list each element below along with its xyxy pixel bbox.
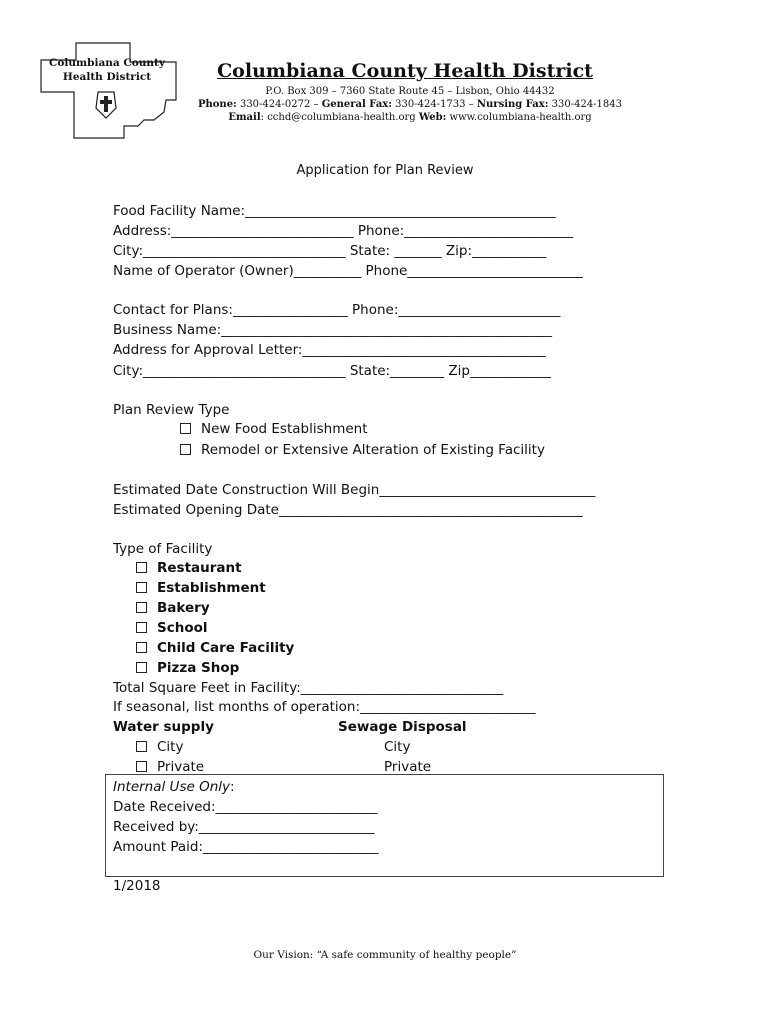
seasonal-months-field: If seasonal, list months of operation:__________________________ <box>113 699 536 715</box>
sewage-option: City <box>384 739 411 755</box>
facility-type-label: Child Care Facility <box>157 640 295 656</box>
checkbox[interactable] <box>136 602 147 613</box>
checkbox[interactable] <box>136 622 147 633</box>
water-supply-heading: Water supply <box>113 719 214 735</box>
checkbox[interactable] <box>136 582 147 593</box>
checkbox[interactable] <box>136 642 147 653</box>
received-by-field: Received by:__________________________ <box>113 819 375 835</box>
org-address: P.O. Box 309 – 7360 State Route 45 – Lisbon, Ohio 44432 <box>265 86 555 97</box>
fax-label: General Fax: <box>321 99 392 110</box>
sewage-disposal-heading: Sewage Disposal <box>338 719 467 735</box>
approval-city-field: City:______________________________ State:________ Zip____________ <box>113 363 551 379</box>
internal-use-heading-text: Internal Use Only <box>113 779 230 795</box>
checkbox[interactable] <box>180 444 191 455</box>
web-label: Web: <box>418 112 447 123</box>
facility-type-label: Establishment <box>157 580 266 596</box>
plan-review-heading: Plan Review Type <box>113 402 230 418</box>
nursing-fax-label: Nursing Fax: <box>476 99 549 110</box>
facility-type-option <box>136 578 266 598</box>
checkbox[interactable] <box>136 761 147 772</box>
water-option <box>136 737 183 757</box>
internal-use-heading <box>113 777 235 797</box>
fax-value: 330-424-1733 <box>395 99 466 110</box>
internal-use-heading-colon: : <box>230 779 235 795</box>
org-contact-line: Email: cchd@columbiana-health.org Web: www.columbiana-health.org <box>228 112 592 123</box>
facility-type-label: Restaurant <box>157 560 242 576</box>
facility-type-option <box>136 618 208 638</box>
facility-type-heading: Type of Facility <box>113 541 213 557</box>
water-option-label: City <box>157 739 184 755</box>
facility-type-label: Pizza Shop <box>157 660 240 676</box>
sewage-option: Private <box>384 759 432 775</box>
plan-review-option <box>180 419 368 439</box>
food-facility-name-field: Food Facility Name:______________________________________________ <box>113 203 556 219</box>
org-phone-line: Phone: 330-424-0272 – General Fax: 330-424-1733 – Nursing Fax: 330-424-1843 <box>197 99 623 110</box>
facility-type-option <box>136 558 242 578</box>
logo-text-line2: Health District <box>62 71 152 83</box>
water-option-label: Private <box>157 759 205 775</box>
date-received-field: Date Received:________________________ <box>113 799 378 815</box>
approval-address-field: Address for Approval Letter:____________________________________ <box>113 342 546 358</box>
checkbox[interactable] <box>136 662 147 673</box>
facility-type-option <box>136 598 210 618</box>
logo-text-line1: Columbiana County <box>49 57 165 69</box>
city-state-zip-field: City:______________________________ State: _______ Zip:___________ <box>113 243 547 259</box>
revision-date: 1/2018 <box>113 878 161 894</box>
vision-footer: Our Vision: “A safe community of healthy people” <box>253 949 517 961</box>
opening-date-field: Estimated Opening Date_____________________________________________ <box>113 502 583 518</box>
plan-review-option <box>180 440 545 460</box>
facility-type-option <box>136 658 239 678</box>
contact-for-plans-field: Contact for Plans:_________________ Phone:________________________ <box>113 302 561 318</box>
plan-review-option-label: Remodel or Extensive Alteration of Existing Facility <box>201 442 545 458</box>
checkbox[interactable] <box>136 741 147 752</box>
nursing-fax-value: 330-424-1843 <box>551 99 623 110</box>
web-value: www.columbiana-health.org <box>449 112 592 123</box>
form-title: Application for Plan Review <box>296 163 474 178</box>
phone-value: 330-424-0272 <box>239 99 311 110</box>
email-value: cchd@columbiana-health.org <box>267 112 416 123</box>
operator-field: Name of Operator (Owner)__________ Phone__________________________ <box>113 263 583 279</box>
health-district-logo <box>38 40 178 140</box>
plan-review-option-label: New Food Establishment <box>201 421 368 437</box>
checkbox[interactable] <box>136 562 147 573</box>
facility-type-label: School <box>157 620 208 636</box>
address-field: Address:___________________________ Phone:_________________________ <box>113 223 573 239</box>
amount-paid-field: Amount Paid:__________________________ <box>113 839 379 855</box>
logo-text <box>38 56 176 84</box>
facility-type-option <box>136 638 294 658</box>
business-name-field: Business Name:_________________________________________________ <box>113 322 552 338</box>
org-name: Columbiana County Health District <box>217 60 593 82</box>
construction-date-field: Estimated Date Construction Will Begin________________________________ <box>113 482 596 498</box>
facility-type-label: Bakery <box>157 600 210 616</box>
square-feet-field: Total Square Feet in Facility:______________________________ <box>113 680 504 696</box>
phone-label: Phone: <box>197 99 237 110</box>
checkbox[interactable] <box>180 423 191 434</box>
email-label: Email <box>228 112 261 123</box>
